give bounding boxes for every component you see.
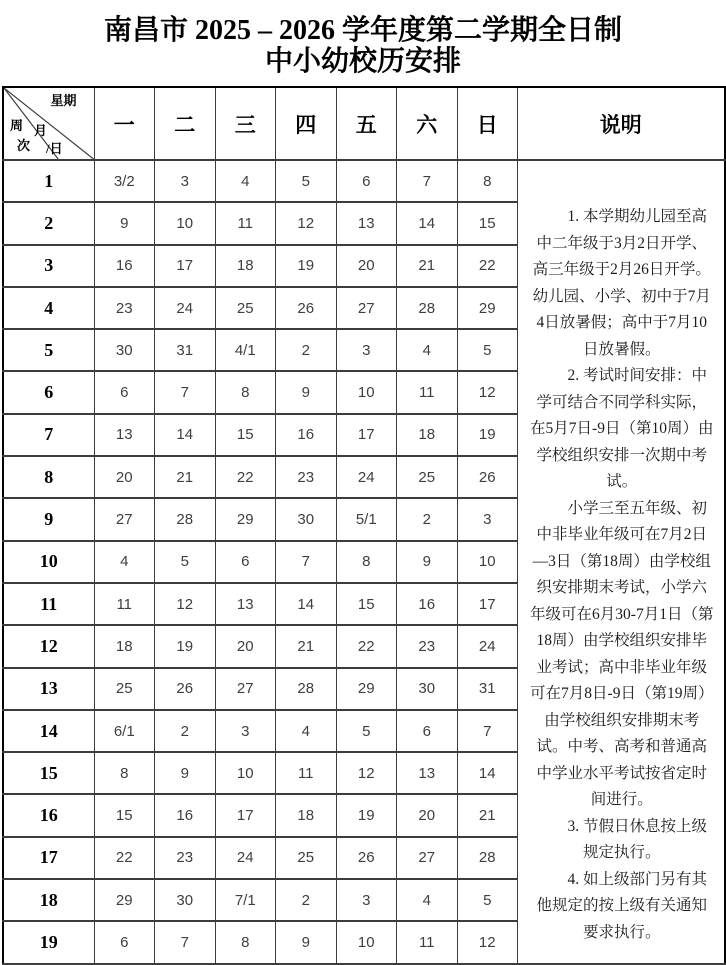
date-cell: 7	[155, 921, 216, 963]
date-cell: 4	[276, 710, 337, 752]
notes-paragraph: 3. 节假日休息按上级规定执行。	[567, 817, 707, 862]
corner-month-label: 月	[34, 123, 48, 138]
date-cell: 22	[336, 625, 397, 667]
notes-paragraph: 2. 考试时间安排：中学可结合不同学科实际，在5月7日-9日（第10周）由学校组织安排一次期中考试。	[530, 367, 714, 491]
date-cell: 15	[336, 583, 397, 625]
date-cell: 10	[336, 371, 397, 413]
date-cell: 16	[155, 794, 216, 836]
date-cell: 17	[215, 794, 276, 836]
weekday-header-cell: 日	[457, 87, 518, 160]
corner-weekno-label-1: 周	[10, 118, 24, 133]
date-cell: 3	[215, 710, 276, 752]
date-cell: 5	[336, 710, 397, 752]
date-cell: 14	[155, 414, 216, 456]
date-cell: 7	[397, 160, 458, 202]
date-cell: 11	[397, 371, 458, 413]
week-number-cell: 13	[3, 668, 94, 710]
date-cell: 24	[215, 837, 276, 879]
calendar-header-row	[3, 87, 725, 160]
weekday-header-cell: 六	[397, 87, 458, 160]
date-cell: 8	[94, 752, 155, 794]
notes-paragraph: 小学三至五年级、初中非毕业年级可在7月2日—3日（第18周）由学校组织安排期末考试，小学六年级可在6月30-7月1日（第18周）由学校组织安排毕业考试；高中非毕业年级可在7月8日-9日（第19周）由学校组织安排期末考试。中考、高考和普通高中学业水平考试按省定时间进行。	[530, 499, 714, 809]
date-cell: 9	[155, 752, 216, 794]
date-cell: 20	[336, 245, 397, 287]
page-title	[0, 0, 726, 77]
date-cell: 8	[457, 160, 518, 202]
date-cell: 13	[94, 414, 155, 456]
date-cell: 25	[397, 456, 458, 498]
date-cell: 13	[215, 583, 276, 625]
date-cell: 11	[397, 921, 458, 963]
date-cell: 18	[397, 414, 458, 456]
date-cell: 20	[94, 456, 155, 498]
date-cell: 24	[336, 456, 397, 498]
date-cell: 27	[215, 668, 276, 710]
date-cell: 29	[336, 668, 397, 710]
week-number-cell: 6	[3, 371, 94, 413]
corner-day-label: /日	[46, 141, 63, 156]
calendar-week-row	[3, 160, 725, 202]
date-cell: 20	[215, 625, 276, 667]
date-cell: 6	[94, 921, 155, 963]
weekday-header-cell: 五	[336, 87, 397, 160]
week-number-cell: 15	[3, 752, 94, 794]
date-cell: 26	[457, 456, 518, 498]
date-cell: 26	[276, 287, 337, 329]
date-cell: 25	[94, 668, 155, 710]
date-cell: 24	[155, 287, 216, 329]
date-cell: 18	[94, 625, 155, 667]
date-cell: 30	[155, 879, 216, 921]
corner-weekday-label: 星期	[50, 93, 77, 108]
date-cell: 16	[397, 583, 458, 625]
date-cell: 8	[215, 921, 276, 963]
date-cell: 10	[457, 541, 518, 583]
date-cell: 6/1	[94, 710, 155, 752]
date-cell: 12	[457, 921, 518, 963]
date-cell: 15	[457, 202, 518, 244]
date-cell: 13	[336, 202, 397, 244]
date-cell: 19	[457, 414, 518, 456]
date-cell: 14	[457, 752, 518, 794]
week-number-cell: 10	[3, 541, 94, 583]
date-cell: 4	[215, 160, 276, 202]
date-cell: 9	[276, 921, 337, 963]
date-cell: 28	[155, 498, 216, 540]
date-cell: 25	[276, 837, 337, 879]
date-cell: 23	[155, 837, 216, 879]
week-number-cell: 19	[3, 921, 94, 963]
page-title-line-2: 中小幼校历安排	[264, 46, 461, 77]
date-cell: 27	[336, 287, 397, 329]
date-cell: 6	[94, 371, 155, 413]
date-cell: 28	[397, 287, 458, 329]
date-cell: 28	[276, 668, 337, 710]
date-cell: 2	[276, 879, 337, 921]
date-cell: 10	[155, 202, 216, 244]
date-cell: 7	[276, 541, 337, 583]
week-number-cell: 7	[3, 414, 94, 456]
date-cell: 21	[155, 456, 216, 498]
date-cell: 11	[276, 752, 337, 794]
date-cell: 15	[215, 414, 276, 456]
date-cell: 10	[215, 752, 276, 794]
date-cell: 6	[336, 160, 397, 202]
date-cell: 7/1	[215, 879, 276, 921]
date-cell: 30	[397, 668, 458, 710]
date-cell: 31	[457, 668, 518, 710]
date-cell: 12	[155, 583, 216, 625]
week-number-cell: 1	[3, 160, 94, 202]
date-cell: 5/1	[336, 498, 397, 540]
date-cell: 15	[94, 794, 155, 836]
date-cell: 5	[276, 160, 337, 202]
date-cell: 7	[155, 371, 216, 413]
date-cell: 21	[276, 625, 337, 667]
weekday-header-cell: 四	[276, 87, 337, 160]
date-cell: 17	[457, 583, 518, 625]
page-title-line-1: 南昌市 2025 – 2026 学年度第二学期全日制	[103, 15, 622, 46]
corner-weekno-label-2: 次	[17, 138, 31, 153]
date-cell: 29	[457, 287, 518, 329]
date-cell: 5	[457, 329, 518, 371]
date-cell: 2	[155, 710, 216, 752]
notes-header-cell: 说明	[518, 87, 725, 160]
date-cell: 7	[457, 710, 518, 752]
notes-paragraph: 1. 本学期幼儿园至高中二年级于3月2日开学、高三年级于2月26日开学。幼儿园、小学、初中于7月4日放暑假；高中于7月10日放暑假。	[532, 208, 711, 358]
week-number-cell: 3	[3, 245, 94, 287]
date-cell: 19	[276, 245, 337, 287]
date-cell: 28	[457, 837, 518, 879]
date-cell: 4	[397, 329, 458, 371]
date-cell: 9	[94, 202, 155, 244]
week-number-cell: 11	[3, 583, 94, 625]
date-cell: 17	[155, 245, 216, 287]
date-cell: 16	[94, 245, 155, 287]
weekday-header-cell: 三	[215, 87, 276, 160]
date-cell: 30	[276, 498, 337, 540]
date-cell: 6	[397, 710, 458, 752]
date-cell: 22	[215, 456, 276, 498]
date-cell: 26	[155, 668, 216, 710]
week-number-cell: 14	[3, 710, 94, 752]
date-cell: 18	[215, 245, 276, 287]
date-cell: 19	[155, 625, 216, 667]
school-calendar-table	[2, 86, 726, 965]
date-cell: 11	[215, 202, 276, 244]
date-cell: 24	[457, 625, 518, 667]
week-number-cell: 2	[3, 202, 94, 244]
weekday-header-cell: 二	[155, 87, 216, 160]
date-cell: 4/1	[215, 329, 276, 371]
date-cell: 23	[94, 287, 155, 329]
date-cell: 3/2	[94, 160, 155, 202]
date-cell: 31	[155, 329, 216, 371]
date-cell: 29	[215, 498, 276, 540]
date-cell: 23	[276, 456, 337, 498]
date-cell: 25	[215, 287, 276, 329]
date-cell: 6	[215, 541, 276, 583]
date-cell: 3	[336, 329, 397, 371]
date-cell: 21	[397, 245, 458, 287]
date-cell: 8	[215, 371, 276, 413]
date-cell: 9	[397, 541, 458, 583]
date-cell: 3	[336, 879, 397, 921]
week-number-cell: 9	[3, 498, 94, 540]
week-number-cell: 16	[3, 794, 94, 836]
date-cell: 22	[457, 245, 518, 287]
date-cell: 18	[276, 794, 337, 836]
date-cell: 10	[336, 921, 397, 963]
date-cell: 26	[336, 837, 397, 879]
week-number-cell: 8	[3, 456, 94, 498]
date-cell: 27	[397, 837, 458, 879]
weekday-header-cell: 一	[94, 87, 155, 160]
week-number-cell: 4	[3, 287, 94, 329]
date-cell: 14	[276, 583, 337, 625]
notes-cell	[518, 160, 725, 964]
date-cell: 19	[336, 794, 397, 836]
corner-header-cell	[3, 87, 94, 160]
date-cell: 12	[276, 202, 337, 244]
date-cell: 4	[397, 879, 458, 921]
date-cell: 14	[397, 202, 458, 244]
week-number-cell: 17	[3, 837, 94, 879]
date-cell: 2	[397, 498, 458, 540]
date-cell: 20	[397, 794, 458, 836]
date-cell: 4	[94, 541, 155, 583]
date-cell: 9	[276, 371, 337, 413]
week-number-cell: 18	[3, 879, 94, 921]
date-cell: 23	[397, 625, 458, 667]
notes-paragraph: 4. 如上级部门另有其他规定的按上级有关通知要求执行。	[536, 870, 707, 941]
date-cell: 12	[457, 371, 518, 413]
date-cell: 22	[94, 837, 155, 879]
date-cell: 30	[94, 329, 155, 371]
date-cell: 2	[276, 329, 337, 371]
date-cell: 11	[94, 583, 155, 625]
date-cell: 3	[457, 498, 518, 540]
date-cell: 29	[94, 879, 155, 921]
calendar-body	[3, 160, 725, 964]
date-cell: 5	[457, 879, 518, 921]
date-cell: 13	[397, 752, 458, 794]
date-cell: 5	[155, 541, 216, 583]
date-cell: 16	[276, 414, 337, 456]
week-number-cell: 5	[3, 329, 94, 371]
date-cell: 8	[336, 541, 397, 583]
week-number-cell: 12	[3, 625, 94, 667]
date-cell: 21	[457, 794, 518, 836]
date-cell: 12	[336, 752, 397, 794]
date-cell: 27	[94, 498, 155, 540]
date-cell: 3	[155, 160, 216, 202]
date-cell: 17	[336, 414, 397, 456]
